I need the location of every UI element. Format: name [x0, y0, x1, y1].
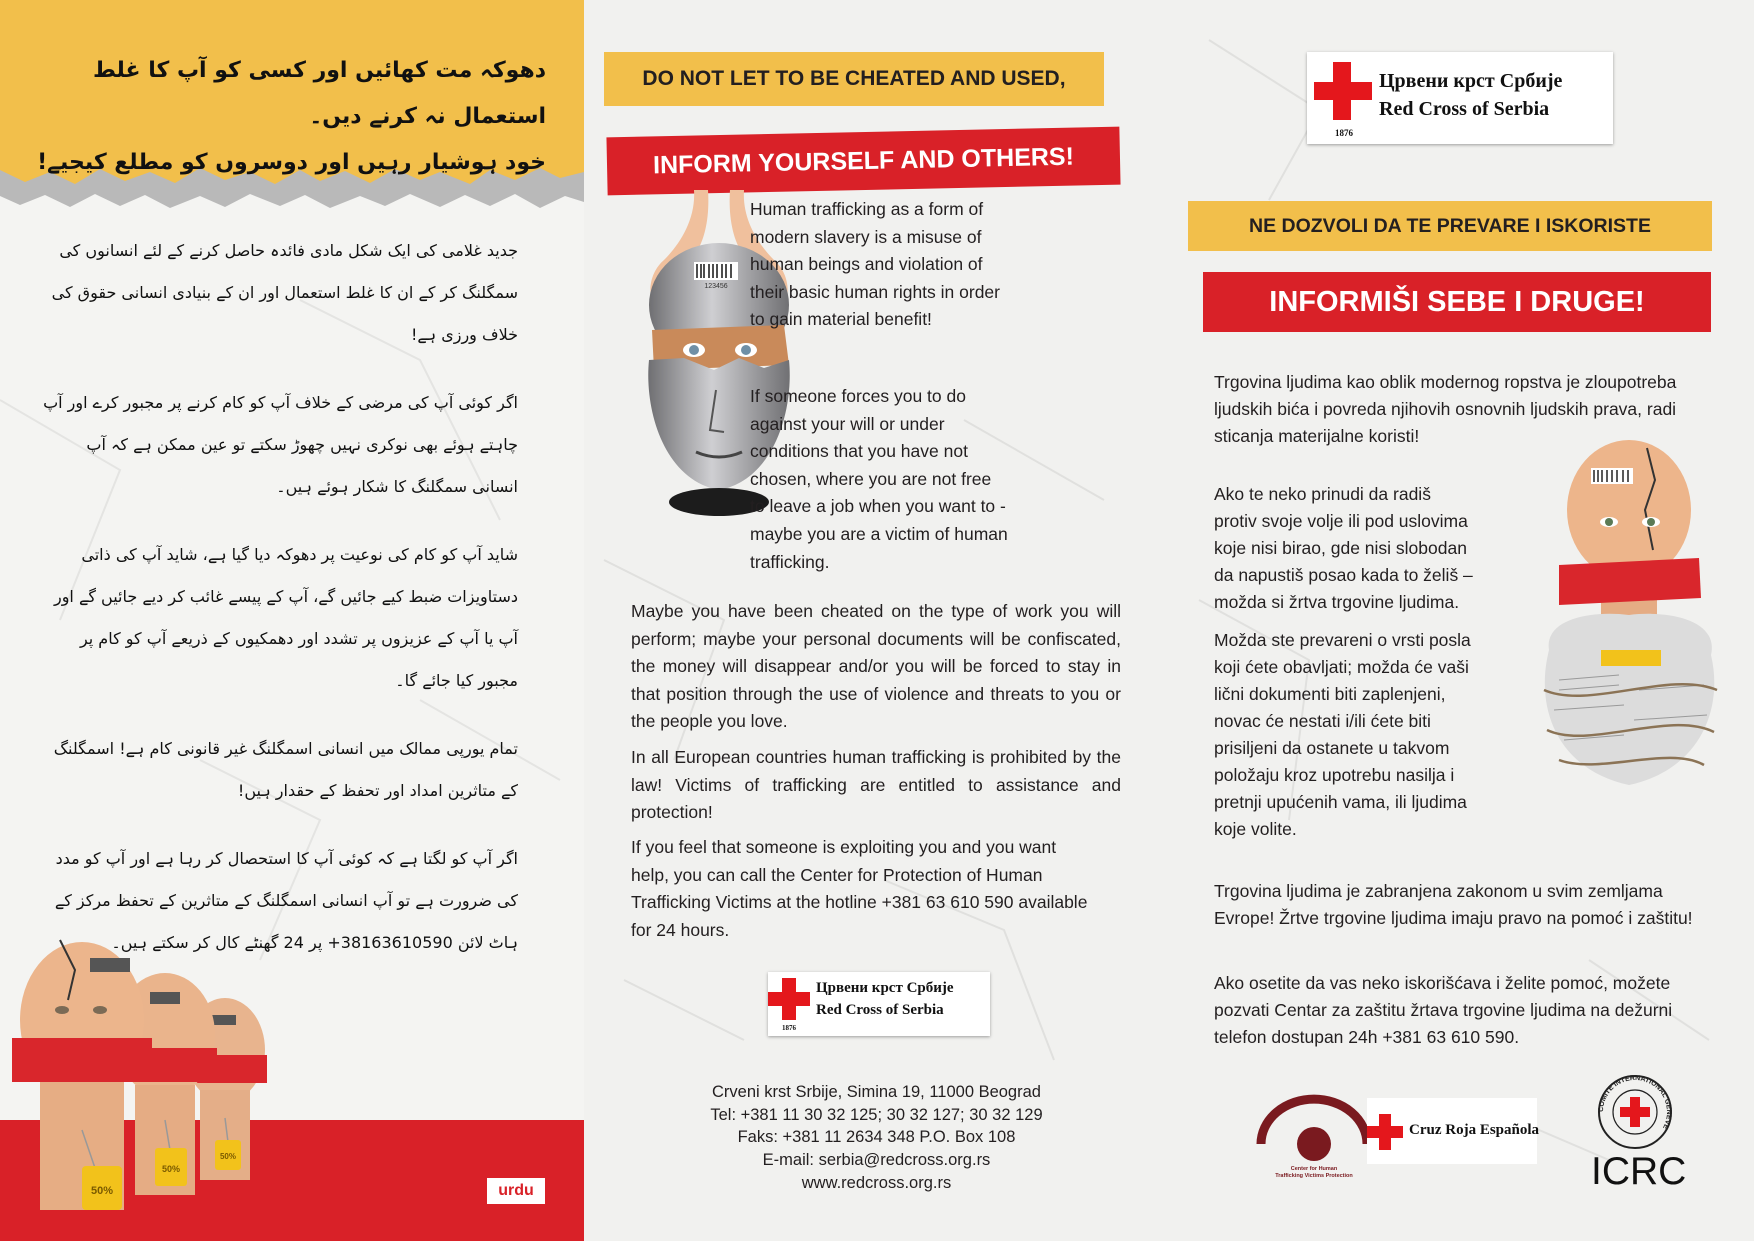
center-victims-protection-logo — [1249, 1092, 1379, 1182]
red-cross-serbia-logo — [768, 972, 990, 1036]
price-tag-1: 50% — [90, 1185, 114, 1197]
urdu-paragraph-1: جدید غلامی کی ایک شکل مادی فائدہ حاصل کرنے کے لئے انسانوں کی سمگلنگ کر کے ان کا غلط استعمال اور ان کے بنیادی انسانی حقوق کی خلاف ورزی ہے! — [51, 241, 518, 344]
serbian-paragraph-1: Trgovina ljudima kao oblik modernog ropstva je zloupotreba ljudskih bića i povreda njihovih osnovnih ljudskih prava, radi sticanja materijalne koristi! — [1214, 372, 1677, 446]
english-paragraph-1: Human trafficking as a form of modern slavery is a misuse of human beings and violation of their basic human rights in order to gain material benefit! — [750, 199, 1000, 330]
urdu-paragraph-5: اگر آپ کو لگتا ہے کہ کوئی آپ کا استحصال کر رہا ہے اور آپ کو مدد کی ضرورت ہے تو آپ انسانی اسمگلنگ کے متاثرین کے تحفظ مرکز کے ہاٹ لائن 38163610590+ پر 24 گھنٹے کال کر سکتے ہیں۔ — [54, 849, 518, 952]
serbian-paragraph-2: Ako te neko prinudi da radiš protiv svoje volje ili pod uslovima koje nisi birao, gde nisi slobodan da napustiš posao kada to želiš – možda si žrtva trgovine ljudima. — [1214, 484, 1473, 612]
contact-email[interactable]: E-mail: serbia@redcross.org.rs — [762, 1151, 991, 1170]
mannequin-heads-image — [0, 930, 300, 1241]
urdu-panel — [0, 0, 584, 1241]
english-paragraph-5: If you feel that someone is exploiting you and you want help, you can call the Center for Protection of Human Trafficking Victims at the hotline +381 63 610 590 available for 24 hours. — [631, 837, 1088, 940]
icrc-label: ICRC — [1591, 1150, 1687, 1193]
serbian-panel — [1169, 0, 1754, 1241]
logo-year: 1876 — [782, 1024, 796, 1032]
center-logo-line-1: Center for Human — [1290, 1166, 1338, 1172]
contact-fax: Faks: +381 11 2634 348 P.O. Box 108 — [737, 1128, 1016, 1147]
price-tag-3: 50% — [219, 1152, 237, 1161]
serbian-paragraph-3: Možda ste prevareni o vrsti posla koji ćete obavljati; možda će vaši lični dokumenti biti zaplenjeni, novac će nestati i/ili ćete biti prisiljeni da ostanete u takvom položaju kroz upotrebu nasilja i pretnji upućenih vama, ili ljudima koje volite. — [1214, 630, 1471, 839]
english-paragraph-2: If someone forces you to do against your will or under conditions that you have not chosen, where you are not free to leave a job when you want to - maybe you are a victim of human trafficking. — [750, 386, 1008, 572]
icrc-ring-text: COMITE INTERNATIONAL GENEVE — [1597, 1074, 1673, 1131]
urdu-paragraph-4: تمام یورپی ممالک میں انسانی اسمگلنگ غیر قانونی کام ہے! اسمگلنگ کے متاثرین امداد اور تحفظ کے حقدار ہیں! — [53, 739, 518, 800]
barcode-number: 123456 — [704, 283, 728, 290]
logo-cyrillic: Црвени крст Србије — [1379, 70, 1563, 92]
urdu-title — [26, 48, 546, 186]
icrc-emblem — [1595, 1072, 1675, 1154]
serbian-paragraph-4: Trgovina ljudima je zabranjena zakonom u svim zemljama Evrope! Žrtve trgovine ljudima imaju pravo na pomoć i zaštitu! — [1214, 881, 1693, 928]
english-headline-1: DO NOT LET TO BE CHEATED AND USED, — [604, 52, 1104, 106]
urdu-paragraph-2: اگر کوئی آپ کی مرضی کے خلاف آپ کو کام کرنے پر مجبور کرے اور آپ چاہتے ہوئے بھی نوکری نہیں چھوڑ سکتے تو عین ممکن ہے کہ آپ انسانی سمگلنگ کا شکار ہوئے ہیں۔ — [43, 393, 518, 496]
serbian-headline-2: INFORMIŠI SEBE I DRUGE! — [1203, 272, 1711, 332]
cruz-roja-text: Cruz Roja Española — [1409, 1122, 1540, 1138]
mannequin-newspaper-image — [1529, 440, 1729, 790]
language-label: urdu — [487, 1178, 545, 1204]
logo-cyrillic: Црвени крст Србије — [816, 980, 954, 996]
english-panel — [584, 0, 1169, 1241]
price-tag-2: 50% — [161, 1164, 181, 1174]
urdu-body — [38, 230, 518, 990]
serbian-paragraph-5: Ako osetite da vas neko iskorišćava i želite pomoć, možete pozvati Centar za zaštitu žrtava trgovine ljudima na dežurni telefon dostupan 24h +381 63 610 590. — [1214, 973, 1673, 1047]
urdu-paragraph-3: شاید آپ کو کام کی نوعیت پر دھوکہ دیا گیا ہے، شاید آپ کی ذاتی دستاویزات ضبط کیے جائیں گے، آپ کے پیسے غائب کر دیے جائیں گے اور آپ یا آپ کے عزیزوں پر تشدد اور دھمکیوں کے ذریعے آپ کو کام پر مجبور کیا جائے گا۔ — [53, 545, 518, 690]
center-logo-line-2: Trafficking Victims Protection — [1275, 1173, 1353, 1179]
english-headline-2: INFORM YOURSELF AND OTHERS! — [606, 127, 1120, 196]
contact-tel: Tel: +381 11 30 32 125; 30 32 127; 30 32 129 — [710, 1105, 1043, 1124]
urdu-title-line-1: دھوکہ مت کھائیں اور کسی کو آپ کا غلط استعمال نہ کرنے دیں۔ — [93, 58, 546, 129]
cruz-roja-logo — [1367, 1098, 1540, 1164]
contact-block — [584, 1081, 1169, 1195]
logo-latin: Red Cross of Serbia — [816, 1002, 944, 1018]
contact-address: Crveni krst Srbije, Simina 19, 11000 Beograd — [712, 1083, 1041, 1101]
logo-year: 1876 — [1335, 128, 1353, 138]
contact-website[interactable]: www.redcross.org.rs — [801, 1173, 952, 1192]
red-cross-serbia-logo — [1307, 52, 1613, 144]
urdu-title-line-2: خود ہوشیار رہیں اور دوسروں کو مطلع کیجیے! — [37, 150, 546, 175]
logo-latin: Red Cross of Serbia — [1379, 98, 1550, 120]
english-paragraph-4: In all European countries human trafficking is prohibited by the law! Victims of trafficking are entitled to assistance and protection! — [631, 747, 1121, 823]
serbian-headline-1: NE DOZVOLI DA TE PREVARE I ISKORISTE — [1188, 201, 1712, 251]
english-paragraph-3: Maybe you have been cheated on the type of work you will perform; maybe your personal documents will be confiscated, the money will disappear and/or you will be forced to stay in that position through the use of violence and threats to you or the people you love. — [631, 601, 1121, 732]
